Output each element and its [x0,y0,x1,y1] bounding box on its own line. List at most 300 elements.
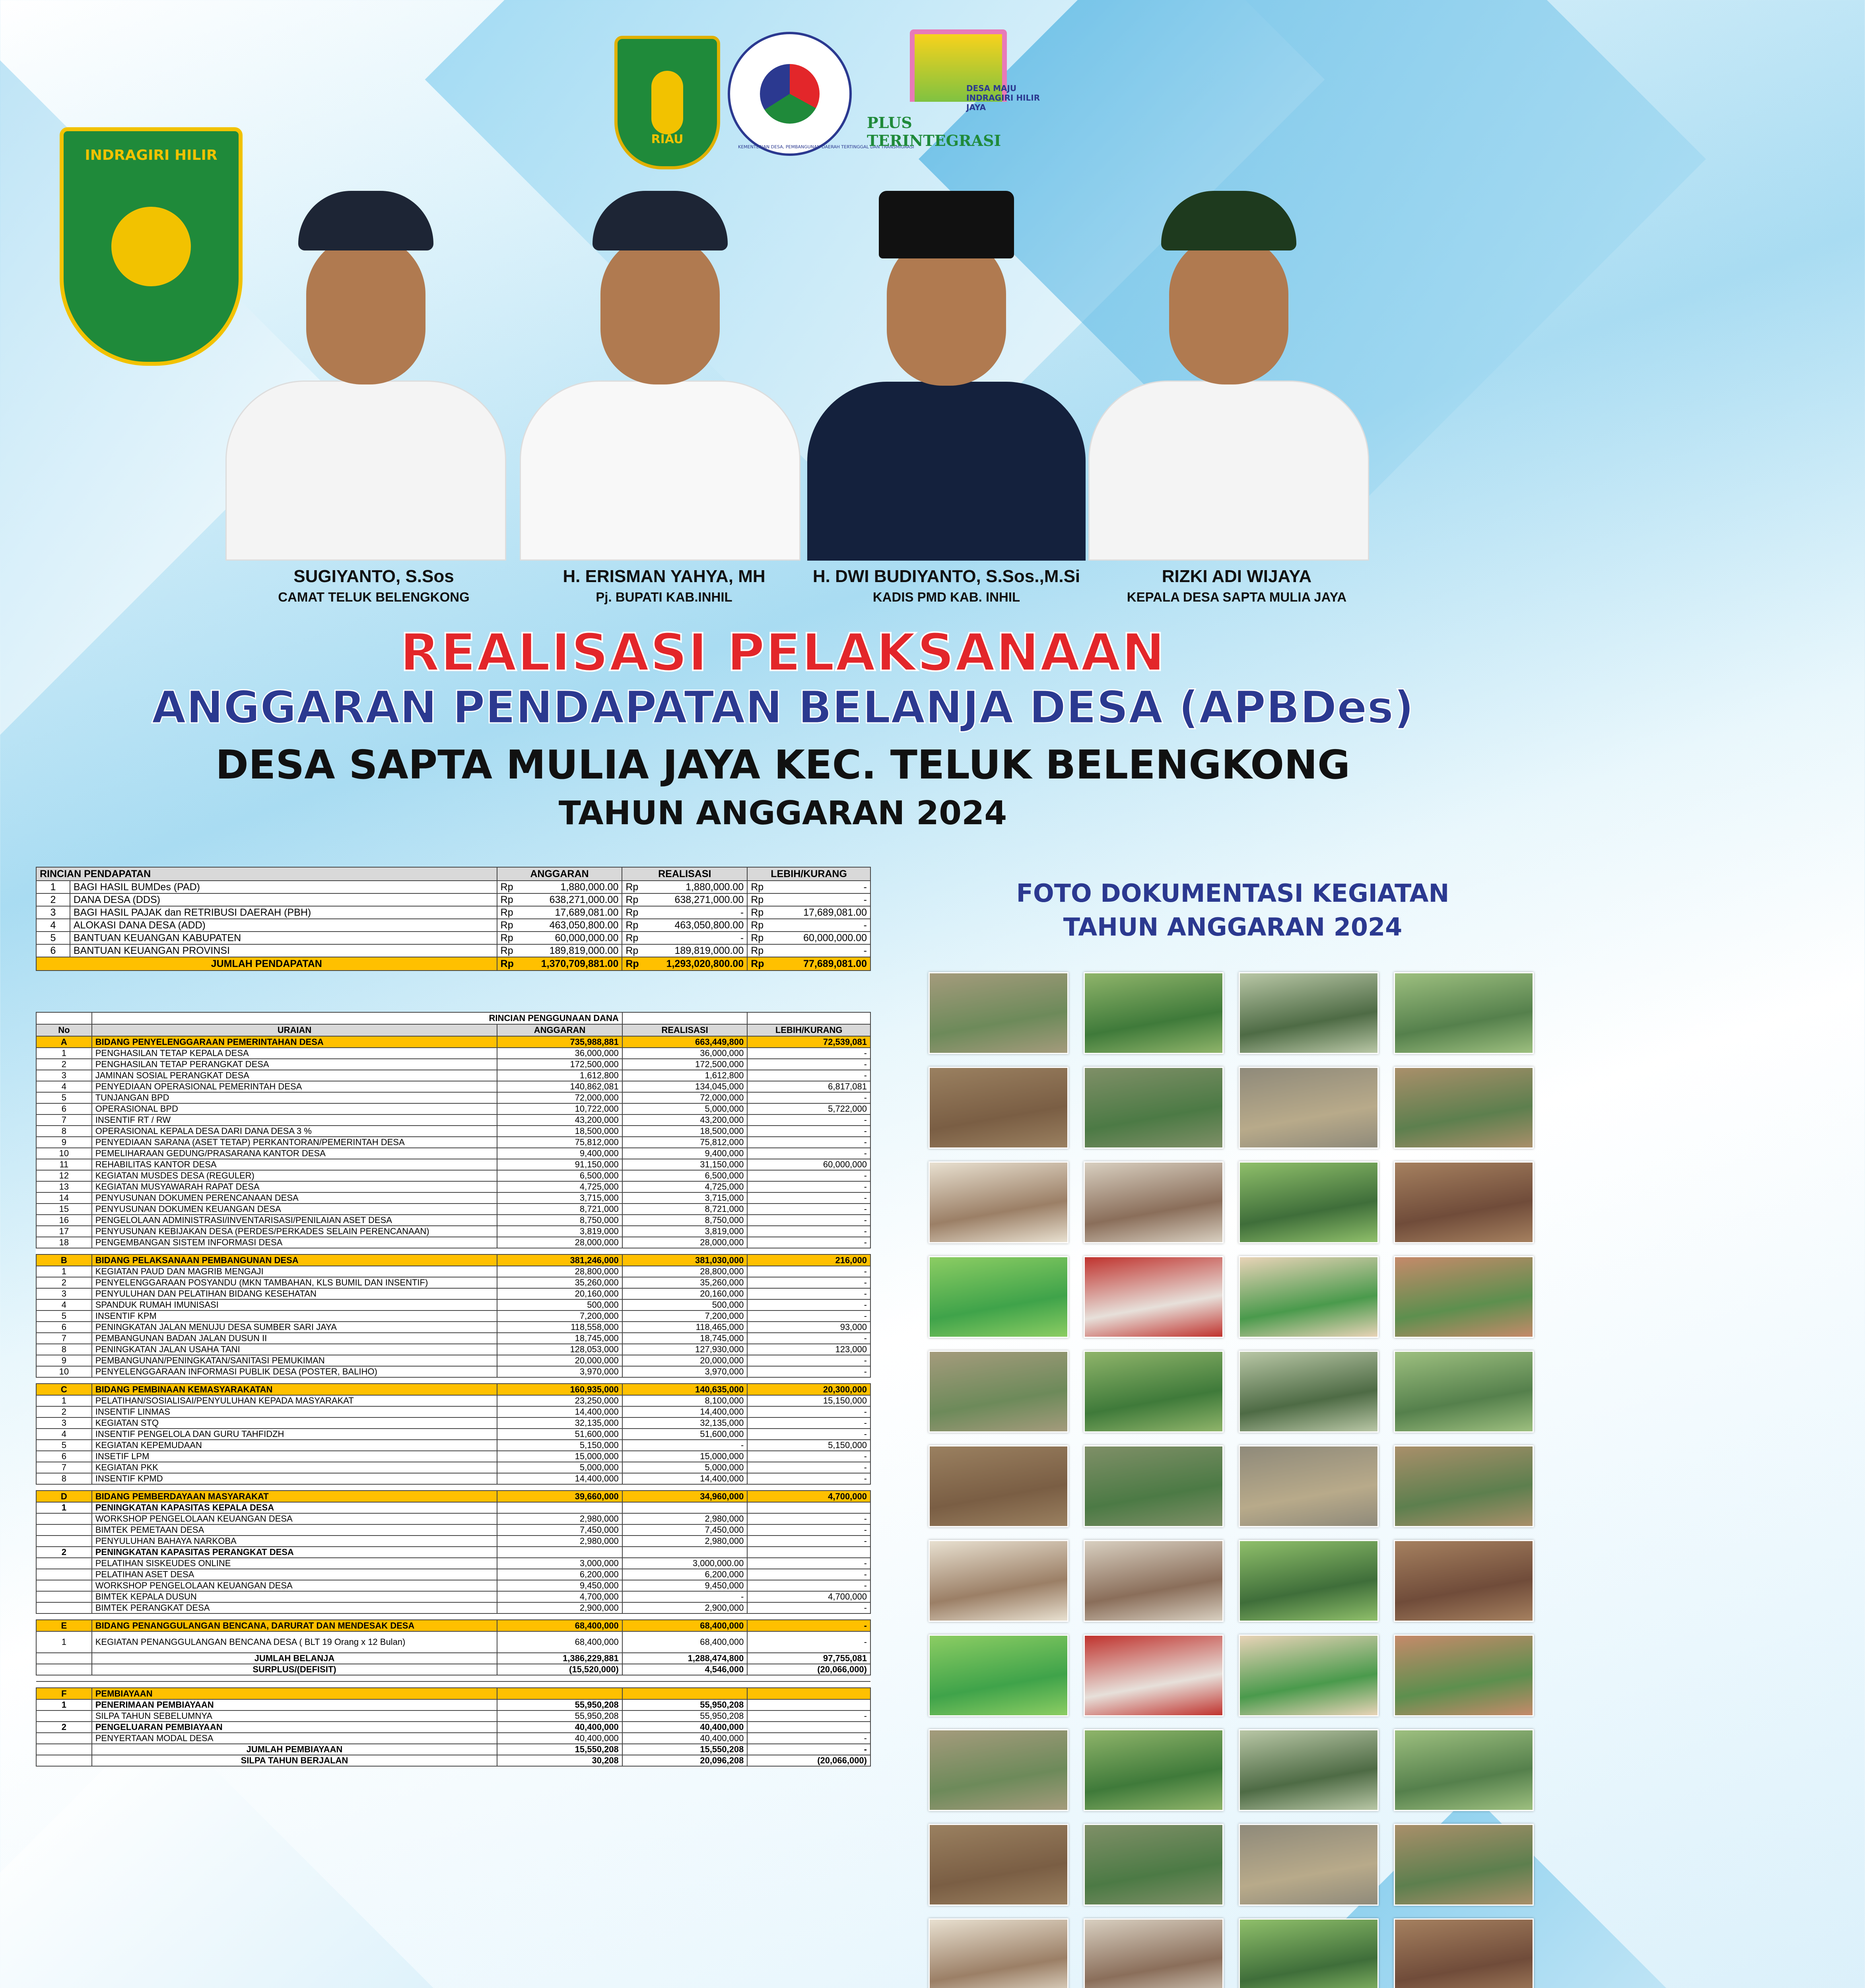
desa-maju-text: DESA MAJU INDRAGIRI HILIR JAYA [966,83,1040,112]
row-no [36,1591,92,1602]
row-selisih [747,1699,870,1710]
activity-photo [1239,972,1379,1054]
row-uraian: SILPA TAHUN BERJALAN [92,1755,497,1766]
official-3-caption [795,567,1098,605]
documentation-title-2: TAHUN ANGGARAN 2024 [1063,912,1403,942]
row-realisasi: 20,096,208 [622,1755,748,1766]
row-uraian: PENYERTAAN MODAL DESA [92,1733,497,1744]
row-anggaran: 72,000,000 [497,1092,622,1103]
rp-label: Rp [747,944,769,957]
row-anggaran: 17,689,081.00 [519,906,622,919]
row-no [36,1653,92,1664]
plus-terintegrasi-text: PLUS TERINTEGRASI [867,114,1001,149]
spacer-row [36,1377,870,1384]
total-selisih: 77,689,081.00 [769,957,870,971]
row-selisih [747,1502,870,1513]
row-uraian: BIMTEK PEMETAAN DESA [92,1524,497,1536]
row-no: 8 [36,1126,92,1137]
activity-photo [929,1161,1068,1243]
row-no: 11 [36,1159,92,1170]
row-realisasi [622,1547,748,1558]
row-realisasi: 32,135,000 [622,1417,748,1429]
row-selisih: (20,066,000) [747,1755,870,1766]
table-row [36,1226,870,1237]
row-no [36,1513,92,1524]
row-selisih: - [747,1580,870,1591]
row-selisih: - [747,1148,870,1159]
row-selisih: - [747,1048,870,1059]
row-realisasi: 2,980,000 [622,1513,748,1524]
row-no: 5 [36,932,70,944]
row-uraian: JUMLAH PEMBIAYAAN [92,1744,497,1755]
table-row [36,1699,870,1710]
activity-photo [1239,1256,1379,1338]
row-selisih: - [747,1406,870,1417]
table-row [36,1204,870,1215]
official-4-role: KEPALA DESA SAPTA MULIA JAYA [1127,590,1347,604]
table-row [36,1558,870,1569]
row-anggaran: 55,950,208 [497,1710,622,1722]
row-anggaran: 14,400,000 [497,1473,622,1484]
rp-label: Rp [497,919,519,932]
row-selisih: - [747,1333,870,1344]
row-realisasi: 463,050,800.00 [644,919,747,932]
activity-photo [1394,1635,1534,1716]
rp-label: Rp [622,919,644,932]
row-realisasi: 20,160,000 [622,1288,748,1299]
activity-photo [1084,1918,1224,1988]
title-line-3: DESA SAPTA MULIA JAYA KEC. TELUK BELENGKONG [215,742,1350,788]
row-uraian: KEGIATAN PAUD DAN MAGRIB MENGAJI [92,1266,497,1277]
rp-label: Rp [622,932,644,944]
row-anggaran: 4,725,000 [497,1181,622,1192]
row-no [36,1733,92,1744]
activity-photo [1084,1445,1224,1527]
table-row [36,1591,870,1602]
table-row [36,1237,870,1248]
row-uraian: SURPLUS/(DEFISIT) [92,1664,497,1675]
row-uraian: KEGIATAN KEPEMUDAAN [92,1440,497,1451]
row-no: 8 [36,1344,92,1355]
row-uraian: OPERASIONAL KEPALA DESA DARI DANA DESA 3 % [92,1126,497,1137]
row-anggaran: 20,000,000 [497,1355,622,1366]
row-anggaran: 30,208 [497,1755,622,1766]
official-photo-2 [513,167,807,561]
row-anggaran [497,1547,622,1558]
pendapatan-row [36,881,870,893]
official-2-role: Pj. BUPATI KAB.INHIL [596,590,732,604]
belanja-table [36,1012,871,1767]
row-anggaran: 9,450,000 [497,1580,622,1591]
col-realisasi-belanja: REALISASI [622,1024,748,1036]
activity-photo [929,1256,1068,1338]
row-anggaran: 5,000,000 [497,1462,622,1473]
title-line-2: ANGGARAN PENDAPATAN BELANJA DESA (APBDes) [152,682,1414,734]
row-anggaran: 160,935,000 [497,1384,622,1395]
table-row [36,1733,870,1744]
rp-label: Rp [747,893,769,906]
row-anggaran: 638,271,000.00 [519,893,622,906]
row-selisih: - [747,1310,870,1322]
row-selisih: - [769,893,870,906]
row-no: F [36,1688,92,1699]
row-anggaran: 1,880,000.00 [519,881,622,893]
row-selisih: - [747,1266,870,1277]
row-no: 1 [36,1631,92,1653]
table-row [36,1406,870,1417]
activity-photo [1084,1351,1224,1433]
row-selisih: - [747,1602,870,1613]
table-row [36,1473,870,1484]
row-selisih: - [769,881,870,893]
activity-photo [929,1918,1068,1988]
rp-label: Rp [747,919,769,932]
section-header-row [36,1254,870,1266]
row-anggaran: 51,600,000 [497,1429,622,1440]
row-no: C [36,1384,92,1395]
row-selisih: 6,817,081 [747,1081,870,1092]
row-selisih: - [747,1631,870,1653]
row-uraian: BANTUAN KEUANGAN KABUPATEN [70,932,497,944]
row-realisasi: 134,045,000 [622,1081,748,1092]
row-no: 6 [36,1322,92,1333]
row-realisasi: 9,450,000 [622,1580,748,1591]
activity-photo [929,1067,1068,1149]
row-selisih: - [747,1114,870,1126]
row-selisih: 5,150,000 [747,1440,870,1451]
indragiri-hilir-logo [60,127,243,366]
table-row [36,1081,870,1092]
row-uraian: JAMINAN SOSIAL PERANGKAT DESA [92,1070,497,1081]
row-no: 16 [36,1215,92,1226]
row-no [36,1569,92,1580]
row-selisih: - [747,1059,870,1070]
table-row [36,1288,870,1299]
pendapatan-row [36,944,870,957]
row-selisih: 17,689,081.00 [769,906,870,919]
row-uraian: SPANDUK RUMAH IMUNISASI [92,1299,497,1310]
row-uraian: PELATIHAN/SOSIALISAI/PENYULUHAN KEPADA MASYARAKAT [92,1395,497,1406]
row-selisih: - [747,1181,870,1192]
row-no: 4 [36,1081,92,1092]
row-anggaran: (15,520,000) [497,1664,622,1675]
rp-label: Rp [747,957,769,971]
section-header-row [36,1620,870,1631]
row-selisih: (20,066,000) [747,1664,870,1675]
col-no: No [36,1024,92,1036]
row-realisasi: 8,100,000 [622,1395,748,1406]
row-realisasi: 3,715,000 [622,1192,748,1204]
table-row [36,1137,870,1148]
activity-photo [1239,1729,1379,1811]
row-anggaran: 23,250,000 [497,1395,622,1406]
row-no: 5 [36,1092,92,1103]
row-uraian: KEGIATAN STQ [92,1417,497,1429]
row-no: 14 [36,1192,92,1204]
row-realisasi: 6,500,000 [622,1170,748,1181]
row-no: 12 [36,1170,92,1181]
desa-maju-logo [867,24,1050,155]
row-realisasi: 663,449,800 [622,1036,748,1048]
row-realisasi: 8,721,000 [622,1204,748,1215]
total-label: JUMLAH PENDAPATAN [36,957,497,971]
table-row [36,1722,870,1733]
row-uraian: KEGIATAN PKK [92,1462,497,1473]
row-anggaran: 18,500,000 [497,1126,622,1137]
riau-logo [614,36,720,169]
row-anggaran [497,1688,622,1699]
row-realisasi: - [644,932,747,944]
row-anggaran: 35,260,000 [497,1277,622,1288]
activity-photo [929,1351,1068,1433]
row-no: B [36,1254,92,1266]
row-anggaran: 60,000,000.00 [519,932,622,944]
row-no: 3 [36,1417,92,1429]
row-no: 2 [36,893,70,906]
activity-photo [1084,1256,1224,1338]
row-realisasi: 7,450,000 [622,1524,748,1536]
activity-photo [1394,972,1534,1054]
section-header-row [36,1036,870,1048]
rp-label: Rp [622,944,644,957]
row-no [36,1755,92,1766]
row-selisih: 216,000 [747,1254,870,1266]
row-uraian: BIDANG PELAKSANAAN PEMBANGUNAN DESA [92,1254,497,1266]
title-line-4: TAHUN ANGGARAN 2024 [558,794,1007,832]
row-selisih: 20,300,000 [747,1384,870,1395]
row-realisasi: 14,400,000 [622,1406,748,1417]
row-no [36,1710,92,1722]
official-3-name: H. DWI BUDIYANTO, S.Sos.,M.Si [812,567,1080,586]
surplus-row [36,1664,870,1675]
activity-photo [1084,1824,1224,1906]
row-no: 1 [36,1699,92,1710]
row-realisasi: 72,000,000 [622,1092,748,1103]
table-row [36,1103,870,1114]
row-selisih: - [747,1473,870,1484]
table-row [36,1266,870,1277]
activity-photo [1239,1635,1379,1716]
table-row [36,1148,870,1159]
row-realisasi: 2,900,000 [622,1602,748,1613]
row-anggaran: 9,400,000 [497,1148,622,1159]
row-realisasi: 68,400,000 [622,1620,748,1631]
table-row [36,1602,870,1613]
row-uraian: PENGHASILAN TETAP KEPALA DESA [92,1048,497,1059]
row-uraian: PEMBANGUNAN BADAN JALAN DUSUN II [92,1333,497,1344]
activity-photo [1239,1351,1379,1433]
table-row [36,1547,870,1558]
rp-label: Rp [622,893,644,906]
activity-photo [1084,1729,1224,1811]
row-uraian: INSENTIF LINMAS [92,1406,497,1417]
row-no: 4 [36,1299,92,1310]
row-realisasi: 55,950,208 [622,1699,748,1710]
row-anggaran: 6,500,000 [497,1170,622,1181]
row-uraian: JUMLAH BELANJA [92,1653,497,1664]
row-selisih: 93,000 [747,1322,870,1333]
row-anggaran: 381,246,000 [497,1254,622,1266]
pendapatan-table [36,867,871,971]
activity-photo [929,1824,1068,1906]
total-realisasi: 1,293,020,800.00 [644,957,747,971]
row-anggaran: 75,812,000 [497,1137,622,1148]
pendapatan-row [36,893,870,906]
row-anggaran: 10,722,000 [497,1103,622,1114]
table-row [36,1048,870,1059]
row-uraian: PENGEMBANGAN SISTEM INFORMASI DESA [92,1237,497,1248]
activity-photo [1394,1256,1534,1338]
activity-photo [1394,1729,1534,1811]
row-uraian: PENERIMAAN PEMBIAYAAN [92,1699,497,1710]
row-uraian: PENYELENGGARAAN INFORMASI PUBLIK DESA (POSTER, BALIHO) [92,1366,497,1377]
jumlah-belanja-row [36,1653,870,1664]
activity-photo [1239,1540,1379,1622]
row-realisasi: - [622,1591,748,1602]
spacer-row [36,1613,870,1620]
row-no [36,1524,92,1536]
row-no: 2 [36,1059,92,1070]
row-anggaran: 68,400,000 [497,1620,622,1631]
table-row [36,1395,870,1406]
row-anggaran: 500,000 [497,1299,622,1310]
row-realisasi: 4,546,000 [622,1664,748,1675]
row-anggaran: 735,988,881 [497,1036,622,1048]
row-anggaran: 5,150,000 [497,1440,622,1451]
kemendes-logo [728,32,914,156]
row-selisih: 60,000,000 [747,1159,870,1170]
row-anggaran [497,1502,622,1513]
row-realisasi: 15,550,208 [622,1744,748,1755]
row-no: 1 [36,1395,92,1406]
row-realisasi: 75,812,000 [622,1137,748,1148]
col-selisih: LEBIH/KURANG [747,867,870,881]
rp-label: Rp [747,906,769,919]
row-realisasi: 36,000,000 [622,1048,748,1059]
row-realisasi: 127,930,000 [622,1344,748,1355]
row-anggaran: 18,745,000 [497,1333,622,1344]
table-row [36,1710,870,1722]
row-anggaran: 39,660,000 [497,1491,622,1502]
row-anggaran: 2,980,000 [497,1513,622,1524]
row-anggaran: 118,558,000 [497,1322,622,1333]
row-no: 5 [36,1440,92,1451]
row-selisih: - [747,1451,870,1462]
row-anggaran: 14,400,000 [497,1406,622,1417]
activity-photo [1084,1635,1224,1716]
table-row [36,1192,870,1204]
activity-photo [1239,1161,1379,1243]
row-realisasi: 5,000,000 [622,1103,748,1114]
row-uraian: DANA DESA (DDS) [70,893,497,906]
row-uraian: PELATIHAN SISKEUDES ONLINE [92,1558,497,1569]
row-no: 9 [36,1355,92,1366]
rp-label: Rp [622,957,644,971]
row-selisih: - [769,944,870,957]
row-uraian: OPERASIONAL BPD [92,1103,497,1114]
row-uraian: PENYELENGGARAAN POSYANDU (MKN TAMBAHAN, KLS BUMIL DAN INSENTIF) [92,1277,497,1288]
row-anggaran: 15,550,208 [497,1744,622,1755]
row-anggaran: 43,200,000 [497,1114,622,1126]
row-realisasi: 31,150,000 [622,1159,748,1170]
row-anggaran: 1,386,229,881 [497,1653,622,1664]
rp-label: Rp [497,944,519,957]
row-no: 7 [36,1114,92,1126]
official-photo-3 [799,167,1094,561]
rp-label: Rp [497,906,519,919]
row-no: E [36,1620,92,1631]
row-anggaran: 15,000,000 [497,1451,622,1462]
row-uraian: PENGHASILAN TETAP PERANGKAT DESA [92,1059,497,1070]
row-realisasi: 5,000,000 [622,1462,748,1473]
row-selisih: - [747,1137,870,1148]
activity-photo [1239,1445,1379,1527]
rp-label: Rp [497,893,519,906]
activity-photo [929,1540,1068,1622]
row-anggaran: 3,715,000 [497,1192,622,1204]
row-anggaran: 3,970,000 [497,1366,622,1377]
row-anggaran: 3,819,000 [497,1226,622,1237]
rp-label: Rp [497,881,519,893]
activity-photo [1394,1161,1534,1243]
activity-photo [1394,1445,1534,1527]
row-uraian: BAGI HASIL PAJAK dan RETRIBUSI DAERAH (PBH) [70,906,497,919]
title-line-1: REALISASI PELAKSANAAN [400,622,1166,683]
spacer-row [36,1484,870,1491]
official-2-name: H. ERISMAN YAHYA, MH [563,567,765,586]
row-uraian: REHABILITAS KANTOR DESA [92,1159,497,1170]
row-realisasi: 6,200,000 [622,1569,748,1580]
row-anggaran: 20,160,000 [497,1288,622,1299]
row-uraian: BIMTEK PERANGKAT DESA [92,1602,497,1613]
row-realisasi: 15,000,000 [622,1451,748,1462]
row-uraian: PENINGKATAN KAPASITAS KEPALA DESA [92,1502,497,1513]
table-row [36,1417,870,1429]
row-no [36,1664,92,1675]
row-selisih: - [747,1733,870,1744]
spacer-row [36,1681,870,1688]
official-4-caption [1098,567,1376,605]
table-row [36,1299,870,1310]
row-realisasi: 8,750,000 [622,1215,748,1226]
row-no [36,1558,92,1569]
row-anggaran: 3,000,000 [497,1558,622,1569]
row-anggaran: 463,050,800.00 [519,919,622,932]
table-row [36,1502,870,1513]
row-selisih: - [747,1070,870,1081]
col-anggaran: ANGGARAN [497,867,622,881]
row-realisasi: 40,400,000 [622,1733,748,1744]
rp-label: Rp [497,932,519,944]
row-uraian: BIDANG PENANGGULANGAN BENCANA, DARURAT DAN MENDESAK DESA [92,1620,497,1631]
pendapatan-row [36,906,870,919]
section-header-row [36,1688,870,1699]
spacer-row [36,1248,870,1254]
row-no: 2 [36,1722,92,1733]
col-realisasi: REALISASI [622,867,747,881]
row-uraian: PENGELUARAN PEMBIAYAAN [92,1722,497,1733]
row-realisasi: 3,970,000 [622,1366,748,1377]
row-anggaran: 7,450,000 [497,1524,622,1536]
row-uraian: INSENTIF PENGELOLA DAN GURU TAHFIDZH [92,1429,497,1440]
row-uraian: PENINGKATAN JALAN MENUJU DESA SUMBER SARI JAYA [92,1322,497,1333]
row-uraian: KEGIATAN PENANGGULANGAN BENCANA DESA ( BLT 19 Orang x 12 Bulan) [92,1631,497,1653]
row-no: 1 [36,1266,92,1277]
row-no: 7 [36,1333,92,1344]
row-realisasi: 68,400,000 [622,1631,748,1653]
row-selisih: 97,755,081 [747,1653,870,1664]
row-anggaran: 4,700,000 [497,1591,622,1602]
